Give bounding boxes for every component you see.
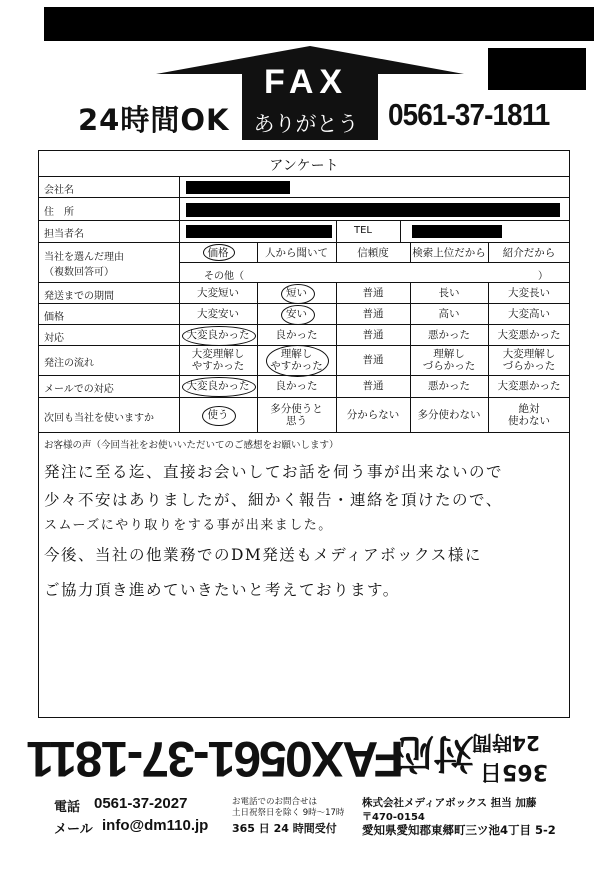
rating-option[interactable]: 大変悪かった	[497, 328, 561, 341]
rating-option[interactable]: 大変悪かった	[497, 380, 561, 392]
company-label: 会社名	[44, 185, 74, 196]
comment-line-4: 今後、当社の他業務でのDM発送もメディアボックス様に	[44, 546, 482, 564]
footer-fax-note: 365 日 24 時間受付	[232, 822, 337, 835]
footer-tel-label: 電話	[54, 800, 81, 815]
rating-row-label: 対応	[44, 332, 64, 344]
rating-option[interactable]: 大変理解し づらかった	[502, 348, 556, 372]
footer-company: 株式会社メディアボックス 担当 加藤	[362, 797, 537, 809]
fax-title: FAX	[263, 63, 349, 101]
address-label: 住 所	[44, 207, 74, 218]
footer-big-fax: FAX0561-37-1811	[28, 731, 404, 787]
header-phone: 0561-37-1811	[388, 97, 550, 132]
redacted-person	[186, 225, 332, 238]
footer-phone-note-2: 土日祝祭日を除く 9時〜17時	[232, 808, 345, 818]
reason-trust[interactable]: 信頼度	[357, 247, 389, 259]
comment-line-2: 少々不安はありましたが、細かく報告・連絡を頂けたので、	[44, 491, 503, 509]
rating-option[interactable]: 大変長い	[508, 286, 550, 299]
rating-option[interactable]: 大変短い	[197, 286, 239, 299]
footer-big-support: 対応	[394, 730, 474, 776]
footer-tel: 0561-37-2027	[94, 795, 188, 812]
rating-option[interactable]: 大変安い	[197, 307, 239, 320]
rating-option[interactable]: 高い	[438, 307, 460, 320]
selected-circle	[182, 326, 256, 346]
rating-row-label: 価格	[44, 311, 64, 323]
rating-option[interactable]: 理解し やすかった	[270, 348, 323, 372]
footer-big-hours: 24時間	[472, 731, 540, 755]
rating-option[interactable]: 大変理解し やすかった	[191, 348, 245, 372]
reason-search[interactable]: 検索上位だから	[412, 247, 486, 259]
selected-circle	[202, 406, 236, 426]
rating-option[interactable]: 悪かった	[428, 380, 470, 392]
survey-title: アンケート	[269, 158, 339, 174]
comment-line-3: スムーズにやり取りをする事が出来ました。	[44, 518, 333, 533]
rating-option[interactable]: 良かった	[275, 328, 318, 341]
selected-circle	[182, 377, 256, 397]
selected-circle	[266, 345, 329, 377]
rating-row-label: 次回も当社を使いますか	[44, 412, 154, 424]
footer-mail: info@dm110.jp	[102, 817, 209, 834]
tel-label: TEL	[354, 225, 372, 236]
reason-referral-word[interactable]: 人から聞いて	[265, 247, 328, 259]
reason-label: 当社を選んだ理由	[44, 252, 124, 263]
customer-voice-label: お客様の声（今回当社をお使いいただいてのご感想をお願いします）	[44, 440, 339, 451]
redacted-company	[186, 181, 290, 194]
person-label: 担当者名	[44, 229, 84, 240]
redacted-corner-box	[488, 48, 586, 90]
rating-option[interactable]: 普通	[362, 307, 384, 320]
reason-introduction[interactable]: 紹介だから	[502, 247, 556, 259]
rating-option[interactable]: 普通	[362, 328, 384, 341]
rating-option[interactable]: 短い	[286, 286, 307, 299]
rating-option[interactable]: 使う	[207, 408, 229, 421]
rating-option[interactable]: 安い	[286, 307, 307, 320]
footer-postal: 〒470-0154	[362, 812, 425, 823]
selected-circle	[281, 284, 315, 304]
redacted-address	[186, 203, 560, 217]
comment-line-1: 発注に至る迄、直接お会いしてお話を伺う事が出来ないので	[44, 463, 504, 481]
rating-row-label: メールでの対応	[44, 384, 114, 395]
rating-option[interactable]: 普通	[362, 286, 384, 299]
redacted-tel	[412, 225, 502, 238]
rating-option[interactable]: 大変良かった	[186, 328, 250, 341]
reason-sublabel: （複数回答可）	[44, 267, 114, 278]
fax-thanks: ありがとう	[253, 112, 359, 136]
reason-other-label: その他（	[204, 271, 244, 282]
rating-option[interactable]: 普通	[362, 354, 384, 366]
reason-other-close: ）	[538, 271, 548, 282]
rating-option[interactable]: 普通	[362, 380, 384, 392]
footer-phone-note-1: お電話でのお問合せは	[232, 797, 318, 807]
selected-circle	[203, 244, 235, 261]
rating-option[interactable]: 分からない	[346, 408, 400, 421]
selected-circle	[281, 305, 315, 325]
reason-price[interactable]: 価格	[207, 247, 229, 259]
rating-option[interactable]: 大変良かった	[186, 380, 250, 392]
redacted-header-bar	[44, 7, 594, 41]
footer-mail-label: メール	[54, 822, 93, 837]
rating-option[interactable]: 絶対 使わない	[508, 402, 550, 427]
comment-line-5: ご協力頂き進めていきたいと考えております。	[44, 581, 400, 599]
hours-ok-label: 24時間OK	[78, 103, 230, 137]
rating-option[interactable]: 多分使うと 思う	[270, 402, 323, 427]
rating-option[interactable]: 悪かった	[428, 328, 470, 341]
rating-row-label: 発注の流れ	[44, 358, 94, 369]
rating-option[interactable]: 理解し づらかった	[422, 348, 476, 372]
rating-option[interactable]: 多分使わない	[417, 408, 481, 421]
footer-address: 愛知県愛知郡東郷町三ツ池4丁目 5-2	[362, 823, 556, 837]
rating-option[interactable]: 良かった	[275, 380, 318, 392]
footer-big-days: 365日	[480, 759, 548, 784]
rating-option[interactable]: 長い	[438, 286, 460, 299]
rating-row-label: 発送までの期間	[44, 290, 114, 302]
rating-option[interactable]: 大変高い	[508, 307, 550, 320]
